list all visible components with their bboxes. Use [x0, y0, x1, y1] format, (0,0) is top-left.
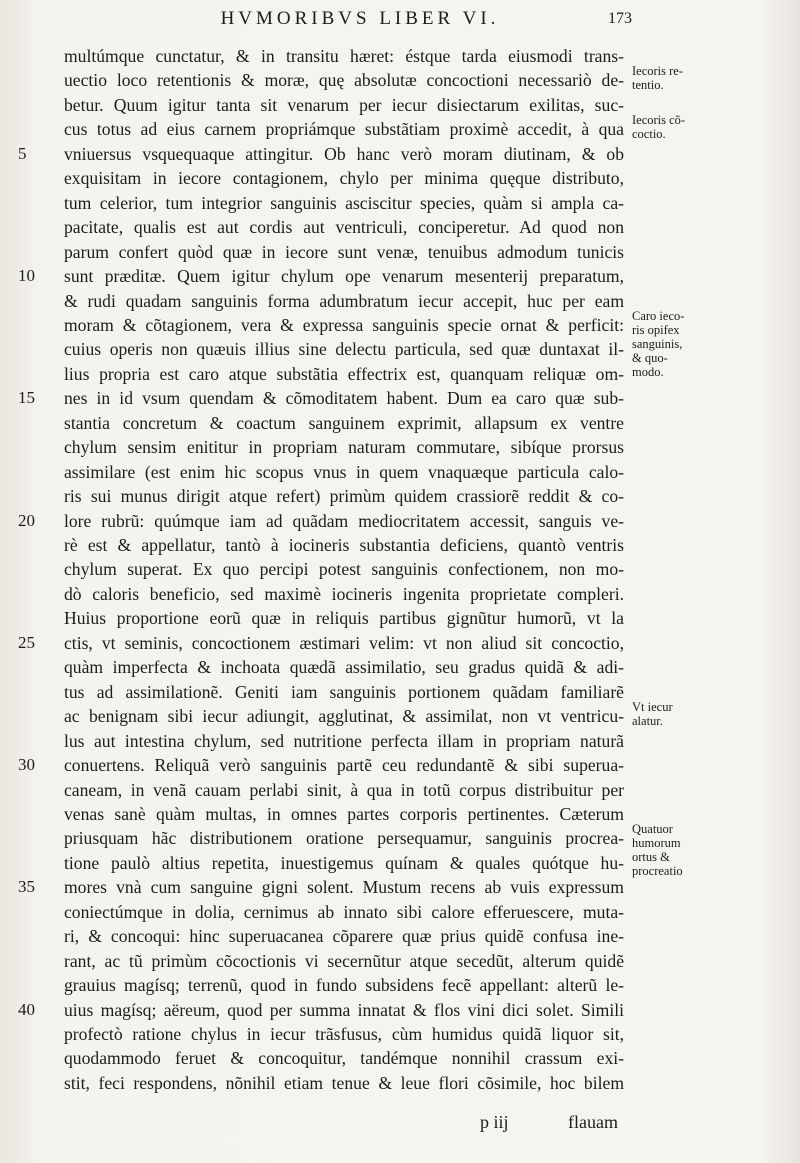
line-text: ris sui munus dirigit atque refert) primùm quidem crassiorẽ reddit & co- — [64, 486, 624, 507]
line-text: grauius magísq; terrenũ, quod in fundo subsidens fecẽ appellant: alterũ le- — [64, 975, 624, 996]
line-number: 15 — [18, 388, 35, 408]
line-text: uectio loco retentionis & moræ, quę absolutæ concoctioni necessariò de- — [64, 70, 624, 91]
line-text: stantia concretum & coactum sanguinem exprimit, allapsum ex ventre — [64, 412, 624, 433]
line-text: priusquam hãc distributionem oratione persequamur, sanguinis procrea- — [64, 828, 624, 849]
line-text: lore rubrũ: quúmque iam ad quãdam mediocritatem accessit, sanguis ve- — [64, 510, 624, 531]
line-text: stit, feci respondens, nõnihil etiam tenue & leue flori cõsimile, hoc bilem — [64, 1072, 624, 1093]
line-text: caneam, in venã cauam perlabi sinit, à qua in totũ corpus distribuitur per — [64, 779, 624, 800]
line-text: sunt præditæ. Quem igitur chylum ope venarum mesenterij preparatum, — [64, 266, 624, 287]
line-text: tione paulò altius repetita, inuestigemus quínam & quales quótque hu- — [64, 852, 624, 873]
line-text: uius magísq; aëreum, quod per summa innatat & flos vini dici solet. Simili — [64, 999, 624, 1020]
line-text: rè est & appellatur, tantò à iocineris substantia deficiens, quantò ventris — [64, 535, 624, 555]
line-text: Huius proportione eorũ quæ in reliquis partibus gignũtur humorũ, vt la — [64, 608, 624, 629]
line-text: lus aut intestina chylum, sed nutritione perfecta illam in propriam naturã — [64, 730, 624, 751]
margin-note: Quatuor humorum ortus & procreatio — [632, 822, 683, 879]
line-text: quodammodo feruet & concoquitur, tandémque nonnihil crassum exi- — [64, 1048, 624, 1069]
line-text: cuius operis non quæuis illius sine delectu particula, sed quæ duntaxat il- — [64, 339, 624, 360]
line-number: 30 — [18, 755, 35, 775]
line-text: ri, & concoqui: hinc superuacanea cõparere quæ prius quidẽ confusa ine- — [64, 926, 624, 947]
line-text: ctis, vt seminis, concoctionem æstimari velim: vt non aliud sit concoctio, — [64, 632, 624, 653]
line-number: 20 — [18, 510, 35, 530]
line-text: cus totus ad eius carnem propriámque substãtiam proximè accedit, à qua — [64, 119, 624, 140]
line-text: ac benignam sibi iecur adiungit, agglutinat, & assimilat, non vt ventricu- — [64, 706, 624, 727]
line-text: parum confert quòd quæ in iecore sunt venæ, tenuibus admodum tunicis — [64, 241, 624, 262]
line-number: 10 — [18, 266, 35, 286]
line-text: tus ad assimilationẽ. Geniti iam sanguinis portionem quãdam familiarẽ — [64, 681, 624, 702]
running-title: HVMORIBVS LIBER VI. — [220, 8, 500, 29]
line-number: 5 — [18, 143, 27, 163]
line-text: betur. Quum igitur tanta sit venarum per iecur disiectarum exilitas, suc- — [64, 94, 624, 115]
signature-mark: p iij — [480, 1112, 509, 1132]
line-text: chylum superat. Ex quo percipi potest sanguinis confectionem, non mo- — [64, 559, 624, 580]
margin-note: Iecoris re- tentio. — [632, 64, 684, 93]
line-number: 35 — [18, 877, 35, 897]
catchword: flauam — [568, 1112, 618, 1132]
margin-note: Vt iecur alatur. — [632, 700, 673, 729]
line-text: moram & cõtagionem, vera & expressa sanguinis specie ornat & perficit: — [64, 314, 624, 335]
line-text: exquisitam in iecore contagionem, chylo per minima quęque distributo, — [64, 168, 624, 189]
line-number: 40 — [18, 999, 35, 1019]
line-text: mores vnà cum sanguine gigni solent. Mustum recens ab vuis expressum — [64, 877, 624, 898]
line-text: rant, ac tũ primùm cõcoctionis vi secernũtur atque secedũt, alterum quidẽ — [64, 950, 624, 971]
line-text: conuertens. Reliquã verò sanguinis partẽ ceu redundantẽ & sibi superua- — [64, 755, 624, 776]
line-text: chylum sensim enititur in propriam naturam commutare, sibíque prorsus — [64, 437, 624, 458]
line-text: multúmque cunctatur, & in transitu hæret: éstque tarda eiusmodi trans- — [64, 46, 624, 66]
line-text: tum celerior, tum integrior sanguinis asciscitur species, quàm si ampla ca- — [64, 192, 624, 213]
margin-note: Caro ieco- ris opifex sanguinis, & quo- modo. — [632, 308, 685, 379]
line-number: 25 — [18, 632, 35, 652]
line-text: & rudi quadam sanguinis forma adumbratum iecur accepit, huc per eam — [64, 290, 624, 311]
page-number: 173 — [608, 10, 632, 27]
line-text: lius propria est caro atque substãtia effectrix est, quanquam reliquæ om- — [64, 363, 624, 384]
line-text: assimilare (est enim hic scopus vnus in quem vnaquæque particula calo- — [64, 461, 624, 482]
margin-notes — [632, 0, 797, 1163]
line-text: dò caloris beneficio, sed maximè iocineris ingenita proprietate compleri. — [64, 583, 624, 604]
line-text: venas sanè quàm multas, in omnes partes corporis pertinentes. Cæterum — [64, 803, 624, 824]
line-text: vniuersus vsquequaque attingitur. Ob hanc verò moram diutinam, & ob — [64, 143, 624, 164]
line-text: coniectúmque in dolia, cernimus ab innato sibi calore efferuescere, muta- — [64, 901, 624, 922]
line-text: pacitate, qualis est aut cordis aut ventriculi, conciperetur. Ad quod non — [64, 217, 624, 238]
line-text: nes in id vsum quendam & cõmoditatem habent. Dum ea caro quæ sub- — [64, 388, 624, 409]
line-text: profectò ratione chylus in iecur trãsfusus, cùm humidus quidã liquor sit, — [64, 1024, 624, 1044]
line-text: quàm imperfecta & inchoata quædã assimilatio, seu gradus quidã & adi- — [64, 657, 624, 678]
page-footer — [440, 1112, 630, 1138]
margin-note: Iecoris cõ- coctio. — [632, 113, 686, 142]
